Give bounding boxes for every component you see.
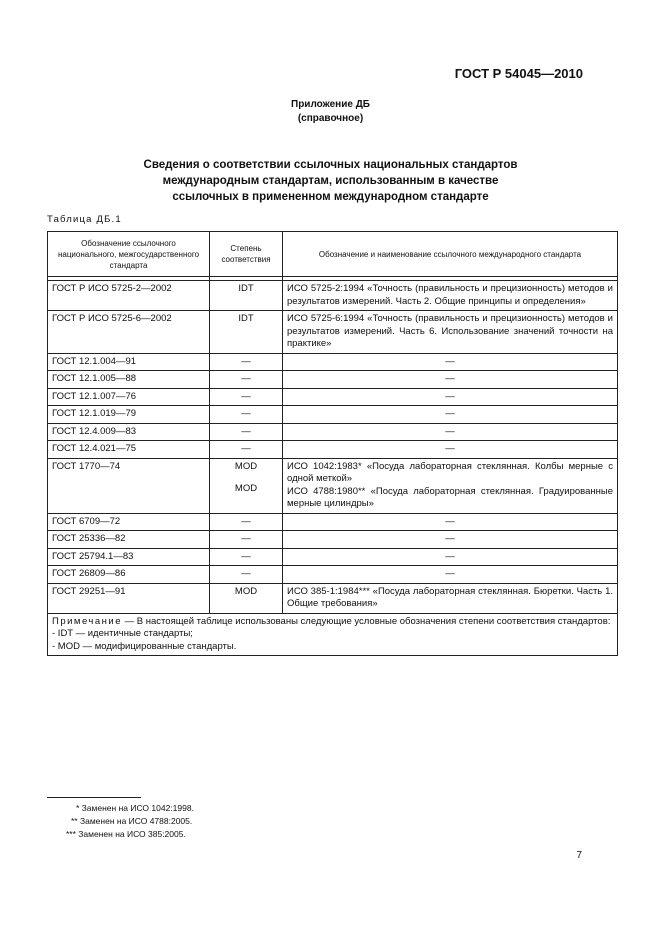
correspondence-table [47,231,618,656]
international-standard-cell: — [283,513,618,531]
international-standard-cell: — [283,371,618,389]
document-number: ГОСТ Р 54045—2010 [454,66,583,81]
page-number: 7 [576,850,582,861]
table-row [48,388,618,406]
degree-value: MOD [234,483,258,494]
table-row [48,531,618,549]
international-standard-cell: — [283,353,618,371]
national-standard-cell: ГОСТ 12.4.009—83 [48,423,210,441]
appendix-heading [0,98,661,126]
national-standard-cell: ГОСТ 12.1.004—91 [48,353,210,371]
national-standard-cell: ГОСТ 29251—91 [48,583,210,613]
international-standard-entry: ИСО 4788:1980** «Посуда лабораторная стеклянная. Градуированные мерные цилиндры» [287,485,613,509]
footnote: ** Заменен на ИСО 4788:2005. [71,816,193,826]
table-row [48,583,618,613]
table-row [48,371,618,389]
international-standard-entry: ИСО 1042:1983* «Посуда лабораторная стеклянная. Колбы мерные с одной меткой» [287,460,613,484]
international-standard-cell: — [283,566,618,584]
international-standard-cell: — [283,548,618,566]
table-row [48,458,618,513]
degree-cell: IDT [210,311,283,354]
international-standard-cell: ИСО 5725-6:1994 «Точность (правильность и прецизионность) методов и результатов измерений. Часть 6. Использование значений точности на практике» [283,311,618,354]
international-standard-cell: — [283,531,618,549]
degree-cell: — [210,423,283,441]
note-label: Примечание [52,615,122,627]
section-title-line: ссылочных в примененном международном стандарте [172,191,489,203]
section-title-line: международным стандартам, использованным в качестве [162,175,499,187]
table-row [48,548,618,566]
degree-cell: — [210,353,283,371]
table-row [48,423,618,441]
international-standard-cell: ИСО 5725-2:1994 «Точность (правильность и прецизионность) методов и результатов измерений. Часть 2. Общие принципы и определения» [283,281,618,311]
footnote-divider [47,797,141,798]
degree-cell: — [210,441,283,459]
international-standard-cell: — [283,441,618,459]
table-row [48,441,618,459]
table-note [48,613,618,656]
degree-cell: IDT [210,281,283,311]
degree-cell: — [210,371,283,389]
table-row [48,406,618,424]
table-row [48,311,618,354]
national-standard-cell: ГОСТ 6709—72 [48,513,210,531]
degree-cell [210,458,283,513]
section-title [0,157,661,205]
national-standard-cell: ГОСТ Р ИСО 5725-2—2002 [48,281,210,311]
degree-cell: — [210,531,283,549]
table-row [48,566,618,584]
degree-cell: — [210,388,283,406]
national-standard-cell: ГОСТ 25336—82 [48,531,210,549]
header-degree: Степень соответствия [210,232,283,277]
international-standard-cell [283,458,618,513]
international-standard-cell: — [283,388,618,406]
national-standard-cell: ГОСТ 26809—86 [48,566,210,584]
national-standard-cell: ГОСТ 25794.1—83 [48,548,210,566]
note-item: - IDT — идентичные стандарты; [52,628,193,639]
international-standard-cell: — [283,406,618,424]
appendix-subtitle: (справочное) [297,113,364,124]
table-note-row [48,613,618,656]
degree-cell: — [210,406,283,424]
header-national-standard: Обозначение ссылочного национального, межгосударственного стандарта [48,232,210,277]
degree-value: MOD [234,460,258,472]
degree-cell: — [210,513,283,531]
appendix-title: Приложение ДБ [291,99,370,110]
national-standard-cell: ГОСТ 12.1.005—88 [48,371,210,389]
national-standard-cell: ГОСТ 12.4.021—75 [48,441,210,459]
national-standard-cell: ГОСТ 1770—74 [48,458,210,513]
national-standard-cell: ГОСТ 12.1.019—79 [48,406,210,424]
national-standard-cell: ГОСТ 12.1.007—76 [48,388,210,406]
note-item: - MOD — модифицированные стандарты. [52,640,237,652]
degree-cell: MOD [210,583,283,613]
footnote: * Заменен на ИСО 1042:1998. [76,803,194,813]
header-international-standard: Обозначение и наименование ссылочного международного стандарта [283,232,618,277]
international-standard-cell: ИСО 385-1:1984*** «Посуда лабораторная стеклянная. Бюретки. Часть 1. Общие требования» [283,583,618,613]
note-text: — В настоящей таблице использованы следующие условные обозначения степени соответствия стандартов: [124,615,611,627]
section-title-line: Сведения о соответствии ссылочных национальных стандартов [143,159,518,171]
note-heading [52,616,613,629]
table-header-row [48,232,618,277]
table-row [48,281,618,311]
table-row [48,353,618,371]
footnote: *** Заменен на ИСО 385:2005. [66,829,186,839]
national-standard-cell: ГОСТ Р ИСО 5725-6—2002 [48,311,210,354]
table-caption: Таблица ДБ.1 [47,214,122,225]
degree-cell: — [210,548,283,566]
international-standard-cell: — [283,423,618,441]
degree-cell: — [210,566,283,584]
table-row [48,513,618,531]
